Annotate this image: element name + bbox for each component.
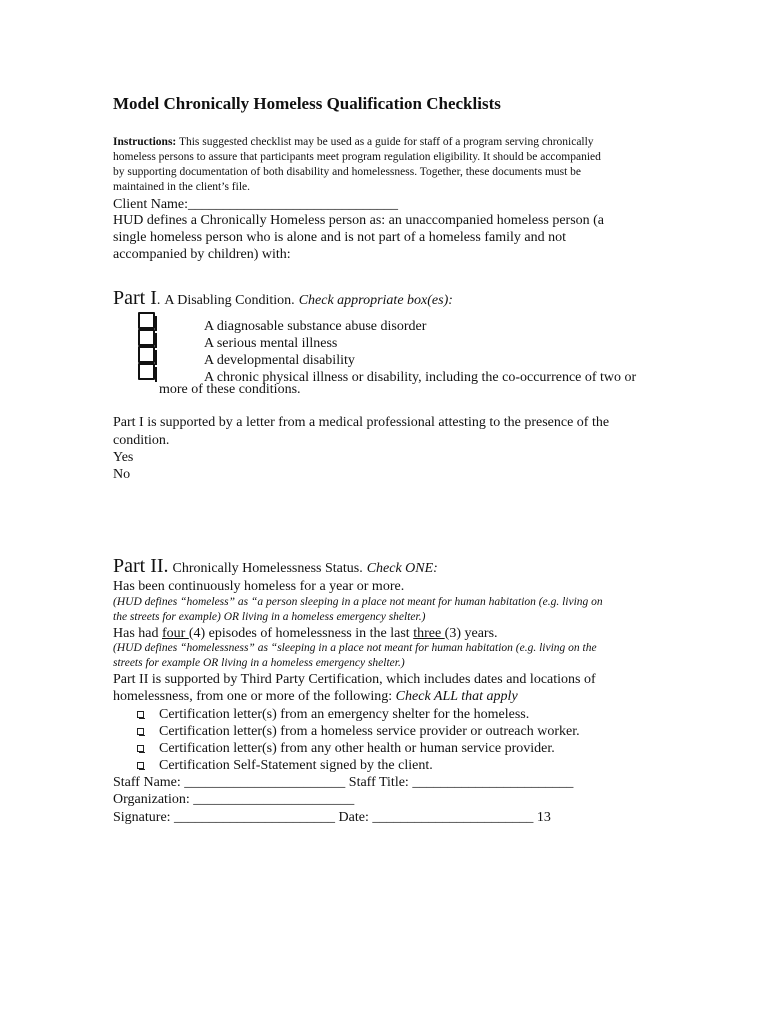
- page-title: Model Chronically Homeless Qualification Checklists: [113, 94, 501, 113]
- certification-item-3: Certification letter(s) from any other health or human service provider.: [159, 741, 555, 756]
- part2-option-2-pre: Has had: [113, 626, 162, 641]
- hud-definition-line-3: accompanied by children) with:: [113, 247, 291, 262]
- part1-option-4-continuation: more of these conditions.: [159, 382, 301, 397]
- client-name-field[interactable]: Client Name:______________________________: [113, 197, 399, 212]
- instructions-label: Instructions:: [113, 136, 177, 148]
- part1-label: Part I: [113, 287, 157, 309]
- part1-option-1: A diagnosable substance abuse disorder: [204, 319, 427, 334]
- certification-checkbox-3[interactable]: [137, 745, 144, 752]
- part1-no-option[interactable]: No: [113, 467, 131, 482]
- instructions-text: This suggested checklist may be used as a guide for staff of a program serving chronically: [178, 136, 594, 148]
- part2-instruction: Check ONE:: [366, 561, 438, 576]
- part2-third-party-text: homelessness, from one or more of the following:: [113, 689, 396, 704]
- part2-third-party-line-2: [113, 688, 518, 705]
- part1-heading: [113, 287, 453, 310]
- certification-item-4: Certification Self-Statement signed by the client.: [159, 758, 433, 773]
- part2-third-party-instruction: Check ALL that apply: [395, 689, 518, 704]
- part1-option-4: A chronic physical illness or disability, including the co-occurrence of two or: [204, 370, 637, 385]
- part1-checkbox-1[interactable]: [138, 312, 155, 329]
- part2-option-2[interactable]: [113, 625, 498, 642]
- hud-definition-line-1: HUD defines a Chronically Homeless person as: an unaccompanied homeless person (a: [113, 213, 605, 228]
- part2-label: Part II.: [113, 555, 169, 577]
- certification-checkbox-2[interactable]: [137, 728, 144, 735]
- part2-heading: [113, 555, 438, 578]
- instructions-line-3: by supporting documentation of both disability and homelessness. Together, these documents must be: [113, 166, 582, 178]
- part2-note1-line-1: (HUD defines “homeless” as “a person sleeping in a place not meant for human habitation (e.g. living on: [113, 596, 603, 608]
- part2-option-1[interactable]: Has been continuously homeless for a year or more.: [113, 579, 405, 594]
- signature-line[interactable]: Signature: _______________________ Date: _______________________ 13: [113, 810, 551, 825]
- part1-dot: .: [156, 293, 161, 308]
- certification-checkbox-1[interactable]: [137, 711, 144, 718]
- part1-support-line-2: condition.: [113, 433, 170, 448]
- part1-checkbox-4[interactable]: [138, 363, 155, 380]
- part1-support-line-1: Part I is supported by a letter from a medical professional attesting to the presence of the: [113, 415, 610, 430]
- part1-option-2: A serious mental illness: [204, 336, 338, 351]
- part1-heading-text: A Disabling Condition.: [164, 293, 295, 308]
- certification-item-1: Certification letter(s) from an emergency shelter for the homeless.: [159, 707, 530, 722]
- organization-line[interactable]: Organization: _______________________: [113, 792, 355, 807]
- part1-instruction: Check appropriate box(es):: [298, 293, 453, 308]
- part2-option-2-four: four: [162, 626, 189, 641]
- part2-note1-line-2: the streets for example) OR living in a homeless emergency shelter.): [113, 611, 426, 623]
- hud-definition-line-2: single homeless person who is alone and is not part of a homeless family and not: [113, 230, 566, 245]
- part2-option-2-post: (3) years.: [444, 626, 498, 641]
- part2-note2-line-2: streets for example OR living in a homeless emergency shelter.): [113, 657, 405, 669]
- part2-option-2-three: three: [413, 626, 445, 641]
- certification-checkbox-4[interactable]: [137, 762, 144, 769]
- certification-item-2: Certification letter(s) from a homeless service provider or outreach worker.: [159, 724, 580, 739]
- instructions-line-2: homeless persons to assure that participants meet program regulation eligibility. It should be accompanied: [113, 151, 601, 163]
- part2-heading-text: Chronically Homelessness Status.: [172, 561, 363, 576]
- part1-yes-option[interactable]: Yes: [113, 450, 134, 465]
- instructions-line-1: [113, 135, 594, 150]
- part1-checkbox-2[interactable]: [138, 329, 155, 346]
- staff-line[interactable]: Staff Name: _______________________ Staff Title: _______________________: [113, 775, 574, 790]
- part1-option-3: A developmental disability: [204, 353, 355, 368]
- part2-note2-line-1: (HUD defines “homelessness” as “sleeping in a place not meant for human habitation (e.g. living on the: [113, 642, 597, 654]
- part1-checkbox-3[interactable]: [138, 346, 155, 363]
- part2-third-party-line-1: Part II is supported by Third Party Certification, which includes dates and locations of: [113, 672, 596, 687]
- instructions-line-4: maintained in the client’s file.: [113, 181, 251, 193]
- part2-option-2-mid: (4) episodes of homelessness in the last: [188, 626, 414, 641]
